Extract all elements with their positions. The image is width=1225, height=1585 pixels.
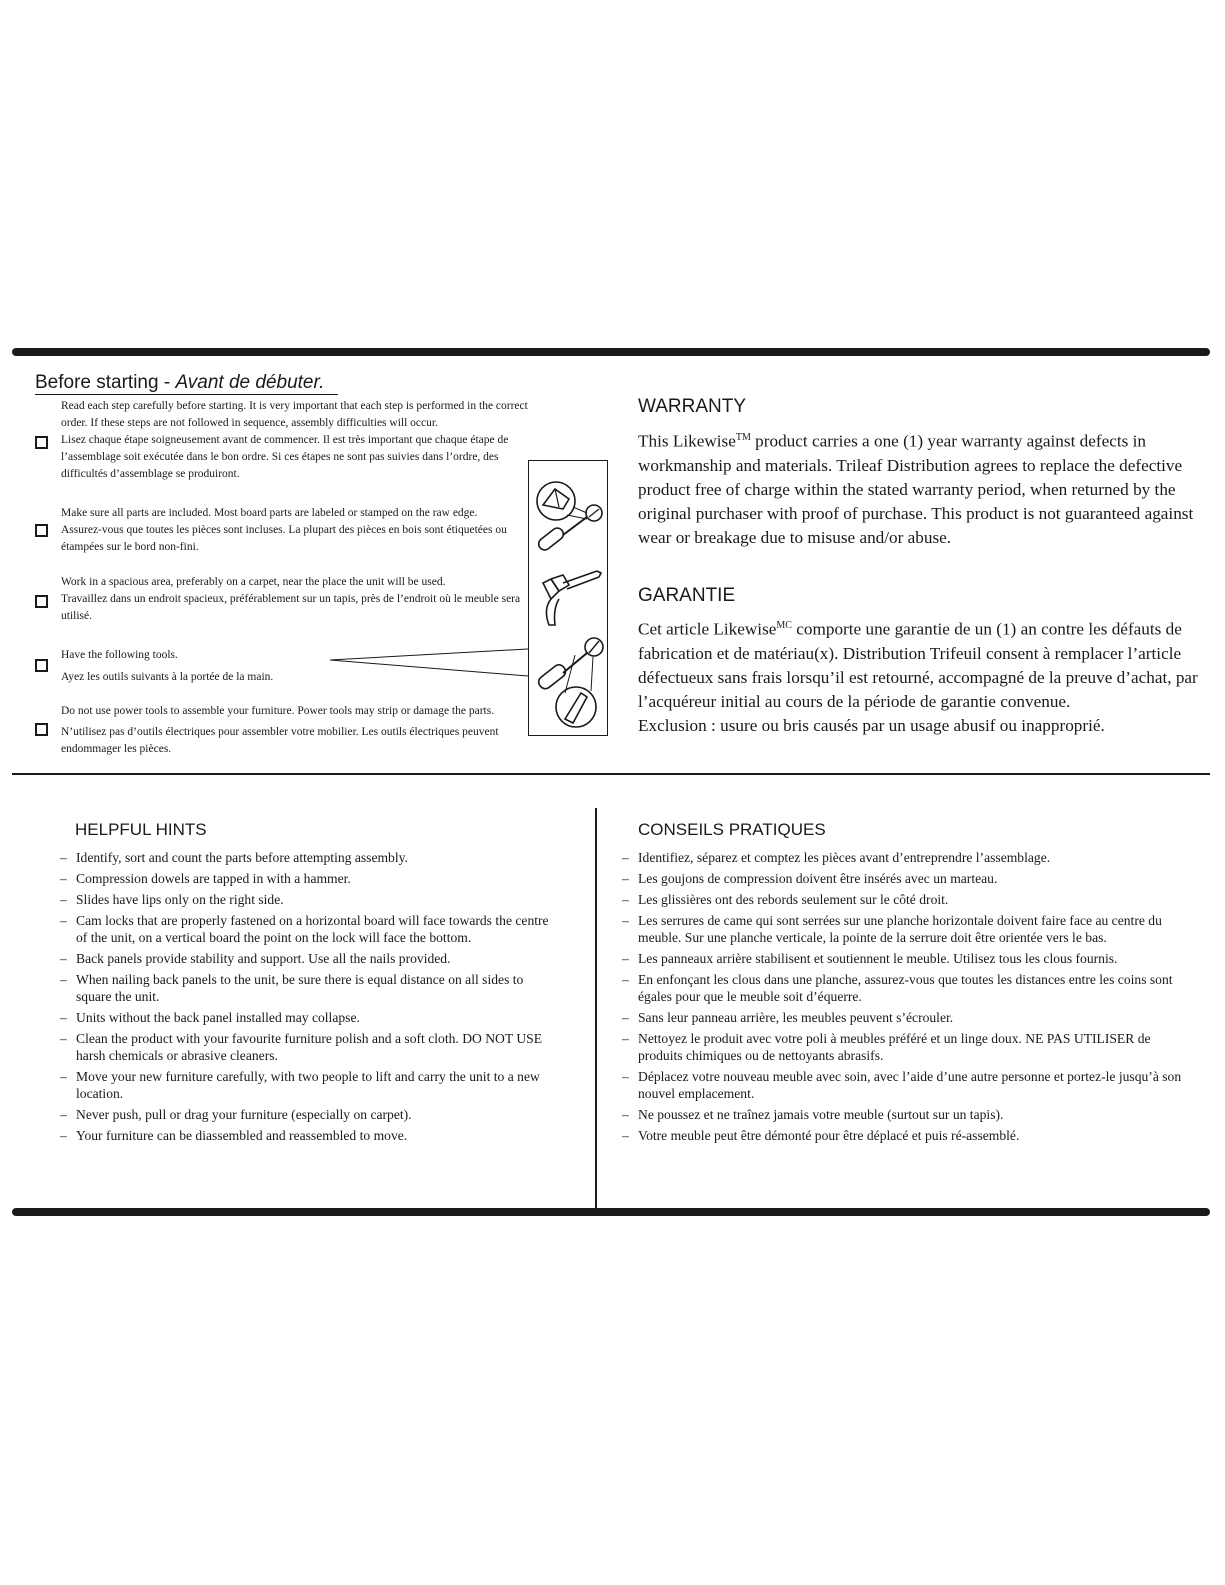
checkbox-icon[interactable] [35, 659, 48, 672]
list-item: – Les panneaux arrière stabilisent et soutiennent le meuble. Utilisez tous les clous fournis. [622, 950, 1192, 967]
step-text-fr: Travaillez dans un endroit spacieux, préférablement sur un tapis, près de l’endroit où le meuble sera utilisé. [61, 593, 521, 622]
list-item: – Votre meuble peut être démonté pour être déplacé et puis ré-assemblé. [622, 1127, 1192, 1144]
list-item: – Les goujons de compression doivent être insérés avec un marteau. [622, 870, 1192, 887]
list-item: – Ne poussez et ne traînez jamais votre meuble (surtout sur un tapis). [622, 1106, 1192, 1123]
helpful-hints-title: HELPFUL HINTS [75, 820, 207, 839]
conseils-pratiques-list [622, 849, 1192, 1148]
bottom-divider [12, 1208, 1210, 1216]
step-text-fr: Assurez-vous que toutes les pièces sont incluses. La plupart des pièces en bois sont étiquetées ou étampées sur le bord non-fini. [61, 524, 507, 553]
step-text-en: Have the following tools. [61, 649, 178, 661]
step-no-power-tools [35, 703, 535, 758]
garantie-exclusion: Exclusion : usure ou bris causés par un usage abusif ou inapproprié. [638, 715, 1105, 735]
top-divider [12, 348, 1210, 356]
trademark-mark: MC [776, 620, 792, 631]
step-text-fr: N’utilisez pas d’outils électriques pour assembler votre mobilier. Les outils électriques peuvent endommager les pièces. [61, 726, 499, 755]
flathead-screwdriver-icon [529, 633, 607, 733]
list-item: – Never push, pull or drag your furniture (especially on carpet). [60, 1106, 560, 1123]
list-item: – Déplacez votre nouveau meuble avec soin, avec l’aide d’une autre personne et portez-le jusqu’à son nouvel emplacement. [622, 1068, 1192, 1102]
before-starting-title: Before starting - Avant de débuter. [35, 372, 338, 395]
step-text-en: Do not use power tools to assemble your furniture. Power tools may strip or damage the parts. [61, 705, 495, 717]
list-item: – Identifiez, séparez et comptez les pièces avant d’entreprendre l’assemblage. [622, 849, 1192, 866]
checkbox-icon[interactable] [35, 436, 48, 449]
warranty-title: WARRANTY [638, 396, 747, 417]
checkbox-icon[interactable] [35, 723, 48, 736]
list-item: – Identify, sort and count the parts before attempting assembly. [60, 849, 560, 866]
trademark-mark: TM [735, 432, 751, 443]
list-item: – Les serrures de came qui sont serrées sur une planche horizontale doivent faire face au centre du meuble. Sur une planche verticale, la pointe de la serrure doit être orientée vers le bas. [622, 912, 1192, 946]
list-item: – Move your new furniture carefully, with two people to lift and carry the unit to a new location. [60, 1068, 560, 1102]
tools-pointer-line [330, 648, 530, 688]
list-item: – En enfonçant les clous dans une planche, assurez-vous que toutes les distances entre les coins sont égales pour que le meuble soit d’équerre. [622, 971, 1192, 1005]
list-item: – Les glissières ont des rebords seulement sur le côté droit. [622, 891, 1192, 908]
list-item: – Nettoyez le produit avec votre poli à meubles préféré et un linge doux. NE PAS UTILISER de produits chimiques ou de nettoyants abrasifs. [622, 1030, 1192, 1064]
middle-divider [12, 773, 1210, 775]
step-text-en: Work in a spacious area, preferably on a carpet, near the place the unit will be used. [61, 576, 446, 588]
garantie-title: GARANTIE [638, 585, 736, 606]
step-text-en: Read each step carefully before starting. It is very important that each step is performed in the correct order. If these steps are not followed in sequence, assembly difficulties will occur. [61, 400, 528, 429]
list-item: – Clean the product with your favourite furniture polish and a soft cloth. DO NOT USE harsh chemicals or abrasive cleaners. [60, 1030, 560, 1064]
tools-illustration-box [528, 460, 608, 736]
warranty-text: This Likewise™ product carries a one (1) year warranty against defects in workmanship and materials. Trileaf Distribution agrees to replace the defective product free of charge within the stated warranty period, when returned by the original purchaser with proof of purchase. This product is not guaranteed against wear or breakage due to misuse and/or abuse. [638, 431, 1194, 547]
helpful-hints-list [60, 849, 560, 1148]
step-text-en: Make sure all parts are included. Most board parts are labeled or stamped on the raw edge. [61, 507, 478, 519]
list-item: – When nailing back panels to the unit, be sure there is equal distance on all sides to square the unit. [60, 971, 560, 1005]
list-item: – Sans leur panneau arrière, les meubles peuvent s’écrouler. [622, 1009, 1192, 1026]
checkbox-icon[interactable] [35, 595, 48, 608]
list-item: – Back panels provide stability and support. Use all the nails provided. [60, 950, 560, 967]
hammer-icon [529, 569, 607, 639]
phillips-screwdriver-icon [529, 471, 607, 571]
conseils-pratiques-title: CONSEILS PRATIQUES [638, 820, 826, 839]
step-work-area [35, 574, 535, 625]
step-read-carefully [35, 398, 535, 483]
list-item: – Compression dowels are tapped in with a hammer. [60, 870, 560, 887]
list-item: – Units without the back panel installed may collapse. [60, 1009, 560, 1026]
checkbox-icon[interactable] [35, 524, 48, 537]
step-parts-included [35, 505, 535, 556]
list-item: – Your furniture can be diassembled and reassembled to move. [60, 1127, 560, 1144]
column-divider [595, 808, 597, 1208]
list-item: – Cam locks that are properly fastened on a horizontal board will face towards the centre of the unit, on a vertical board the point on the lock will face the bottom. [60, 912, 560, 946]
step-text-fr: Lisez chaque étape soigneusement avant de commencer. Il est très important que chaque étape de l’assemblage soit exécutée dans le bon ordre. Si ces étapes ne sont pas suivies dans l’ordre, des difficultés d’assemblage se produiront. [61, 434, 509, 480]
garantie-text: Cet article Likewise$^{MC}$ comporte une garantie de un (1) an contre les défauts de fabrication et de matériau(x). Distribution Trifeuil consent à remplacer l’article défectueux sans frais lorsqu’il est retourné, accompagné de la preuve d’achat, par l’acquéreur initial au cours de la période de garantie convenue. Exclusion : usure ou bris causés par un usage abusif ou inapproprié. [638, 619, 1198, 735]
list-item: – Slides have lips only on the right side. [60, 891, 560, 908]
step-text-fr: Ayez les outils suivants à la portée de la main. [61, 671, 274, 683]
